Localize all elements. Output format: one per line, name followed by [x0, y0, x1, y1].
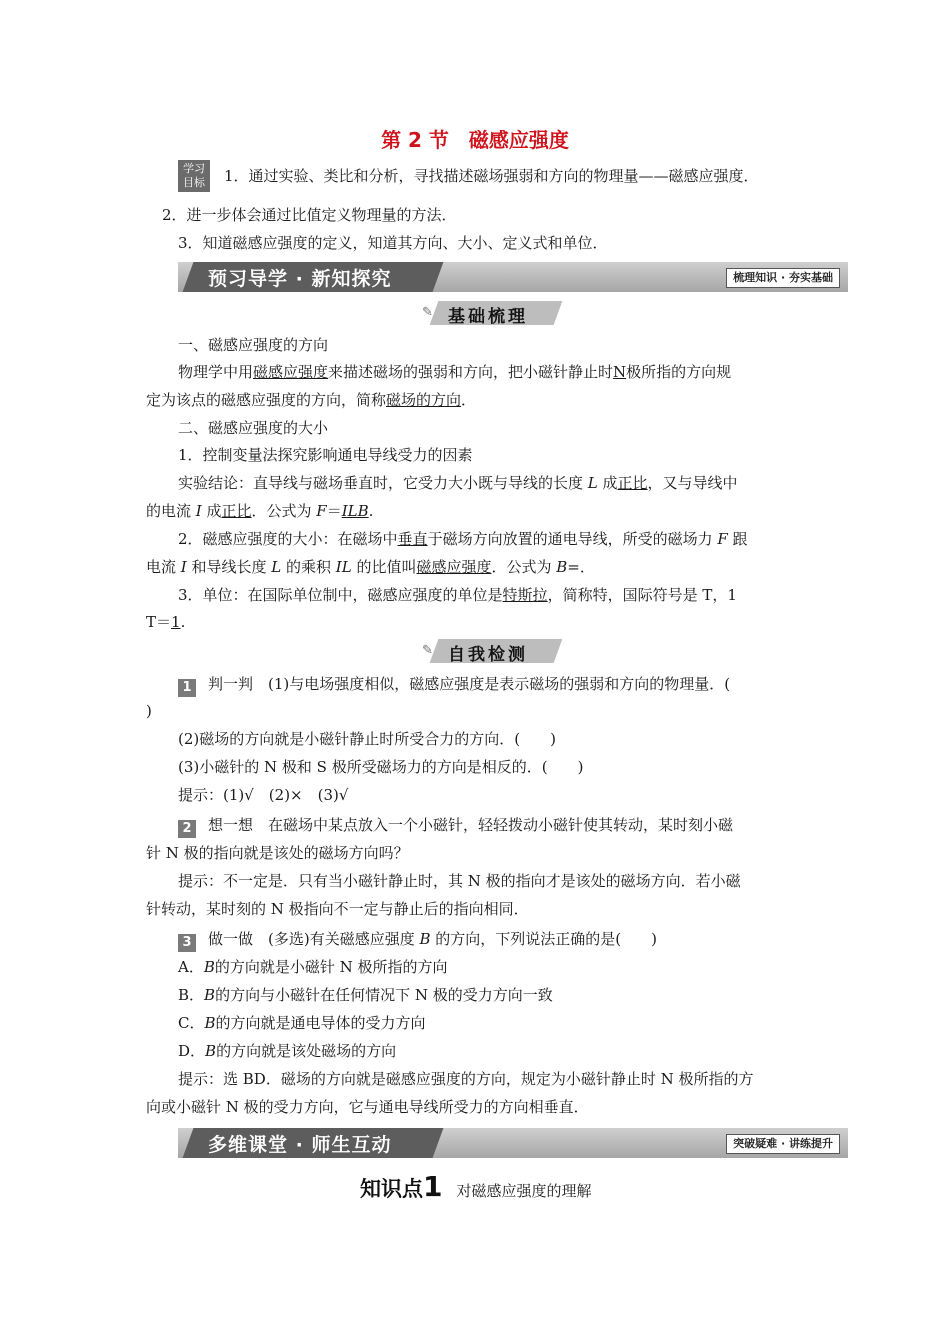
- learning-goal-3: 3．知道磁感应强度的定义，知道其方向、大小、定义式和单位．: [178, 234, 608, 252]
- item-control-variable: 1．控制变量法探究影响通电导线受力的因素: [178, 446, 473, 464]
- experiment-conclusion-2: 的电流 I 成正比．公式为 F＝ILB.: [146, 502, 374, 520]
- question-1-item-3: (3)小磁针的 N 极和 S 极所受磁场力的方向是相反的．( ): [178, 758, 584, 776]
- question-3-hint-1: 提示：选 BD．磁场的方向就是磁感应强度的方向，规定为小磁针静止时 N 极所指的方: [178, 1070, 754, 1088]
- unit-definition-1: 3．单位：在国际单位制中，磁感应强度的单位是特斯拉，简称特，国际符号是 T，1: [178, 586, 737, 604]
- knowledge-point-heading: 知识点1 对磁感应强度的理解: [360, 1170, 592, 1203]
- banner-label: 预习导学 · 新知探究: [208, 268, 392, 290]
- section-banner-preview: [178, 262, 848, 292]
- subheading-basics: ✎ 基础梳理: [426, 301, 558, 325]
- option-b: B．B的方向与小磁针在任何情况下 N 极的受力方向一致: [178, 986, 553, 1004]
- leaf-icon: ✎: [422, 305, 433, 320]
- question-1-line-2: ): [146, 702, 152, 720]
- option-a: A．B的方向就是小磁针 N 极所指的方向: [178, 958, 448, 976]
- magnitude-definition-1: 2．磁感应强度的大小：在磁场中垂直于磁场方向放置的通电导线，所受的磁场力 F 跟: [178, 530, 748, 548]
- option-c: C．B的方向就是通电导体的受力方向: [178, 1014, 426, 1032]
- banner-tag: 突破疑难 · 讲练提升: [726, 1134, 840, 1154]
- question-number-badge: 2: [178, 820, 196, 838]
- question-3-stem: 3 做一做 (多选)有关磁感应强度 B 的方向，下列说法正确的是( ): [178, 928, 804, 952]
- question-1-line-1: 1 判一判 (1)与电场强度相似，磁感应强度是表示磁场的强弱和方向的物理量．(: [178, 673, 804, 697]
- question-3-hint-2: 向或小磁针 N 极的受力方向，它与通电导线所受力的方向相垂直．: [146, 1098, 589, 1116]
- magnitude-definition-2: 电流 I 和导线长度 L 的乘积 IL 的比值叫磁感应强度．公式为 B=．: [146, 558, 595, 576]
- section-banner-classroom: [178, 1128, 848, 1158]
- learning-goal-1: 学习 目标 1．通过实验、类比和分析，寻找描述磁场强弱和方向的物理量——磁感应强度．: [178, 160, 804, 192]
- leaf-icon: ✎: [422, 643, 433, 658]
- question-number-badge: 1: [178, 679, 196, 697]
- learning-goals-badge: 学习 目标: [178, 160, 210, 192]
- heading-direction: 一、磁感应强度的方向: [178, 336, 329, 354]
- paragraph-direction-2: 定为该点的磁感应强度的方向，简称磁场的方向．: [146, 391, 477, 409]
- question-2-line-1: 2 想一想 在磁场中某点放入一个小磁针，轻轻拨动小磁针使其转动，某时刻小磁: [178, 814, 804, 838]
- question-2-hint-2: 针转动，某时刻的 N 极指向不一定与静止后的指向相同．: [146, 900, 529, 918]
- question-number-badge: 3: [178, 934, 196, 952]
- question-1-hint: 提示：(1)√ (2)× (3)√: [178, 786, 349, 804]
- subheading-self-check: ✎ 自我检测: [426, 639, 558, 663]
- heading-magnitude: 二、磁感应强度的大小: [178, 419, 329, 437]
- unit-definition-2: T＝1.: [146, 613, 186, 631]
- banner-label: 多维课堂 · 师生互动: [208, 1134, 392, 1156]
- question-2-hint-1: 提示：不一定是．只有当小磁针静止时，其 N 极的指向才是该处的磁场方向．若小磁: [178, 872, 741, 890]
- page-title: 第 2 节 磁感应强度: [381, 128, 569, 152]
- learning-goal-2: 2．进一步体会通过比值定义物理量的方法．: [162, 206, 457, 224]
- option-d: D．B的方向就是该处磁场的方向: [178, 1042, 397, 1060]
- banner-tag: 梳理知识 · 夯实基础: [726, 268, 840, 288]
- question-1-item-2: (2)磁场的方向就是小磁针静止时所受合力的方向．( ): [178, 730, 556, 748]
- experiment-conclusion-1: 实验结论：直导线与磁场垂直时，它受力大小既与导线的长度 L 成正比，又与导线中: [178, 474, 738, 492]
- question-2-line-2: 针 N 极的指向就是该处的磁场方向吗？: [146, 844, 409, 862]
- paragraph-direction-1: 物理学中用磁感应强度来描述磁场的强弱和方向，把小磁针静止时N极所指的方向规: [178, 363, 732, 381]
